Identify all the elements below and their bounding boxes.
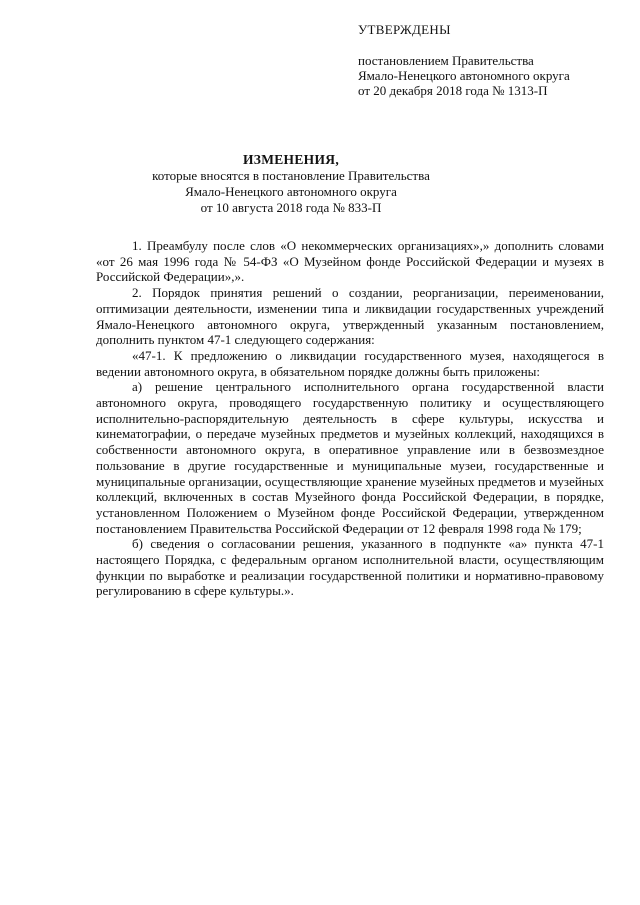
paragraph-3: «47-1. К предложению о ликвидации государственного музея, находящегося в ведении автономного округа, в обязательном порядке должны быть приложены: [96,347,604,379]
paragraph-4: а) решение центрального исполнительного органа государственной власти автономного округа, проводящего государственную политику и осуществляющего исполнительно-распорядительную деятельность в сфере культуры, искусства и кинематографии, о передаче музейных предметов и музейных коллекций, находящихся в собственности автономного округа, в оперативное управление или в безвозмездное пользование в другие государственные и муниципальные музеи, государственные и муниципальные организации, осуществляющие хранение музейных предметов и музейных коллекций, включенных в состав Музейного фонда Российской Федерации, в порядке, установленном Положением о Музейном фонде Российской Федерации, утвержденном постановлением Правительства Российской Федерации от 12 февраля 1998 года № 179; [96,379,604,536]
approval-stamp: УТВЕРЖДЕНЫ [358,22,451,37]
approval-block [358,22,628,98]
heading-line-1: которые вносятся в постановление Правительства [152,168,430,183]
heading-line-3: от 10 августа 2018 года № 833-П [200,200,382,215]
paragraph-5: б) сведения о согласовании решения, указанного в подпункте «а» пункта 47-1 настоящего Порядка, с федеральным органом исполнительной власти, осуществляющим функции по выработке и реализации государственной политики и нормативно-правовому регулированию в сфере культуры.». [96,536,604,599]
document-heading [0,152,582,216]
heading-line-2: Ямало-Ненецкого автономного округа [185,184,397,199]
document-title: ИЗМЕНЕНИЯ, [242,152,339,167]
paragraph-2: 2. Порядок принятия решений о создании, реорганизации, переименовании, оптимизации деятельности, изменении типа и ликвидации государственных учреждений Ямало-Ненецкого автономного округа, утвержденный указанным постановлением, дополнить пунктом 47-1 следующего содержания: [96,285,604,348]
approval-line-1: постановлением Правительства [358,53,534,68]
approval-line-3: от 20 декабря 2018 года № 1313-П [358,83,548,98]
approval-line-2: Ямало-Ненецкого автономного округа [358,68,570,83]
paragraph-1: 1. Преамбулу после слов «О некоммерческих организациях»,» дополнить словами «от 26 мая 1996 года № 54-ФЗ «О Музейном фонде Российской Федерации и музеях в Российской Федерации»,». [96,238,604,285]
document-body [96,238,604,599]
